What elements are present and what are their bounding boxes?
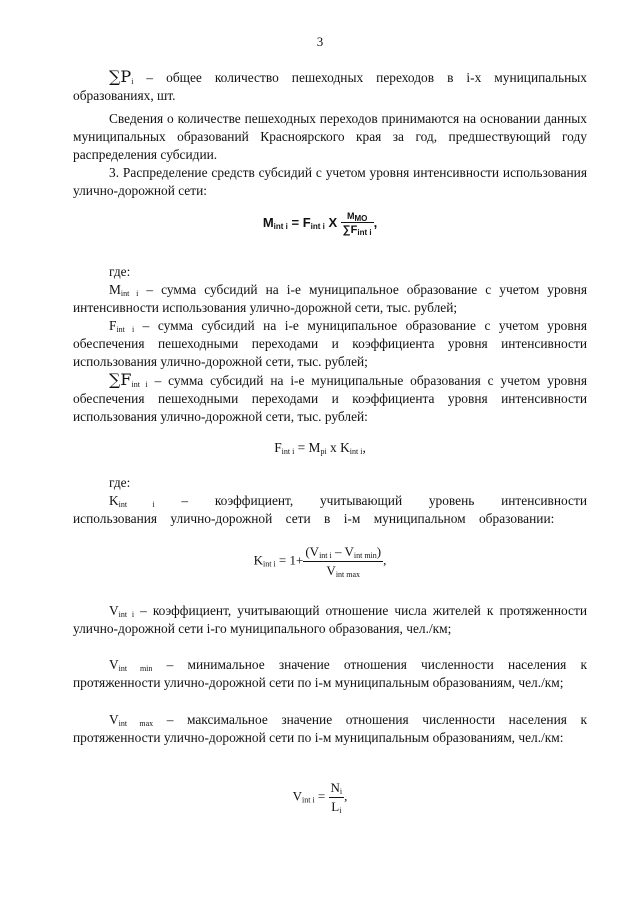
paragraph-data-source: Сведения о количестве пешеходных переходов принимаются на основании данных муниципальных образований Красноярского края за год, предшествующий году распределения субсидии. bbox=[73, 111, 587, 162]
label-where-2: где: bbox=[109, 475, 131, 490]
formula-f-int: $F_{int i} = M_{pi}$ x $K_{int i}$, bbox=[274, 440, 366, 456]
formula-fraction: $\frac{M_{МО}}{\sum F_{int i}}$ bbox=[342, 211, 372, 237]
definition-f-int: $F_{int i}$ – сумма субсидий на i-е муниципальное образование с учетом уровня обеспечения пешеходными переходами и коэффициента уровня интенсивности использования улично-дорожной сети, тыс. рублей; bbox=[73, 318, 588, 369]
definition-sum-f-int: $\sum F_{int i}$ – сумма субсидий на i-е муниципальные образования с учетом уровня обеспечения пешеходными переходами и коэффициента уровня интенсивности использования улично-дорожной сети, тыс. рублей: bbox=[73, 370, 588, 424]
definition-v-int-max: $V_{int max}$ – максимальное значение отношения численности населения к протяженности улично-дорожной сети по i-м муниципальным образованиям, чел./км: bbox=[73, 712, 588, 745]
paragraph-pedestrian-total: $\sum P_i$ – общее количество пешеходных переходов в i-х муниципальных образованиях, шт. bbox=[73, 67, 587, 103]
page-number: 3 bbox=[316, 34, 324, 49]
paragraph-section-3: 3. Распределение средств субсидий с учетом уровня интенсивности использования улично-дорожной сети: bbox=[73, 165, 587, 198]
formula-fraction: $\frac{(V_{int i} - V_{int min})}{V_{int max}}$ bbox=[305, 544, 382, 579]
formula-v-int: $V_{int i}$ = $\frac{N_i}{L_i}$ , bbox=[292, 780, 348, 815]
definition-k-int: $K_{int i}$ – коэффициент, учитывающий уровень интенсивности использования улично-дорожной сети в i-м муниципальном образовании: bbox=[73, 493, 587, 526]
definition-v-int-min: $V_{int min}$ – минимальное значение отношения численности населения к протяженности улично-дорожной сети по i-м муниципальным образованиям, чел./км; bbox=[73, 657, 588, 690]
formula-k-int: $K_{int i} = 1+$ $\frac{(V_{int i} - V_{int min})}{V_{int max}}$ , bbox=[253, 544, 387, 579]
formula-fraction: $\frac{N_i}{L_i}$ bbox=[330, 780, 343, 815]
label-where-1: где: bbox=[109, 264, 131, 279]
definition-m-int: $M_{int i}$ – сумма субсидий на i-е муниципальное образование с учетом уровня интенсивности использования улично-дорожной сети, тыс. рублей; bbox=[73, 282, 588, 315]
formula-m-int: $M_{int i} = F_{int i}$ X $\frac{M_{МО}}{\sum F_{int i}}$ , bbox=[262, 211, 378, 237]
sum-symbol: ∑P bbox=[109, 67, 132, 86]
definition-v-int: $V_{int i}$ – коэффициент, учитывающий отношение числа жителей к протяженности улично-дорожной сети i-го муниципального образования, чел./км; bbox=[73, 603, 587, 636]
